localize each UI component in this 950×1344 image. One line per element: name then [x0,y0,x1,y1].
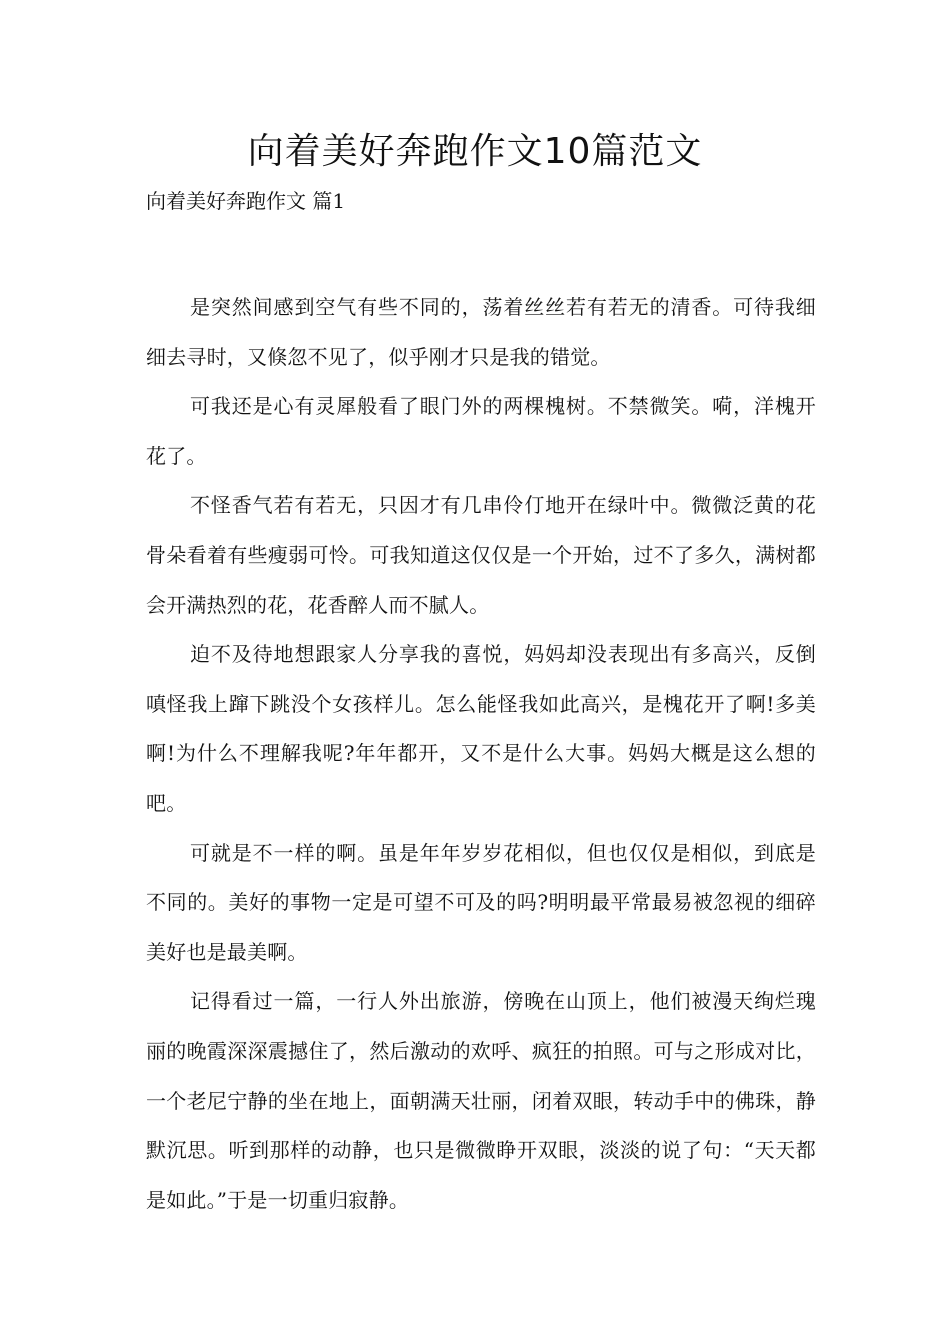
essay-heading: 向着美好奔跑作文 篇1 [146,189,346,213]
paragraph: 不怪香气若有若无，只因才有几串伶仃地开在绿叶中。微微泛黄的花骨朵看着有些瘦弱可怜。可我知道这仅仅是一个开始，过不了多久，满树都会开满热烈的花，花香醉人而不腻人。 [146,493,816,617]
paragraph: 迫不及待地想跟家人分享我的喜悦，妈妈却没表现出有多高兴，反倒嗔怪我上蹿下跳没个女孩样儿。怎么能怪我如此高兴，是槐花开了啊!多美啊!为什么不理解我呢?年年都开，又不是什么大事。妈妈大概是这么想的吧。 [146,642,816,815]
paragraph: 记得看过一篇，一行人外出旅游，傍晚在山顶上，他们被漫天绚烂瑰丽的晚霞深深震撼住了，然后激动的欢呼、疯狂的拍照。可与之形成对比，一个老尼宁静的坐在地上，面朝满天壮丽，闭着双眼，转动手中的佛珠，静默沉思。听到那样的动静，也只是微微睁开双眼，淡淡的说了句：“天天都是如此。”于是一切重归寂静。 [146,989,816,1212]
paragraph: 可就是不一样的啊。虽是年年岁岁花相似，但也仅仅是相似，到底是不同的。美好的事物一定是可望不可及的吗?明明最平常最易被忽视的细碎美好也是最美啊。 [146,840,816,964]
paragraph: 可我还是心有灵犀般看了眼门外的两棵槐树。不禁微笑。嗬，洋槐开花了。 [146,394,816,468]
essay-body [146,283,816,1225]
paragraph: 是突然间感到空气有些不同的，荡着丝丝若有若无的清香。可待我细细去寻时，又倏忽不见了，似乎刚才只是我的错觉。 [146,295,816,369]
document-title: 向着美好奔跑作文10篇范文 [247,131,703,172]
